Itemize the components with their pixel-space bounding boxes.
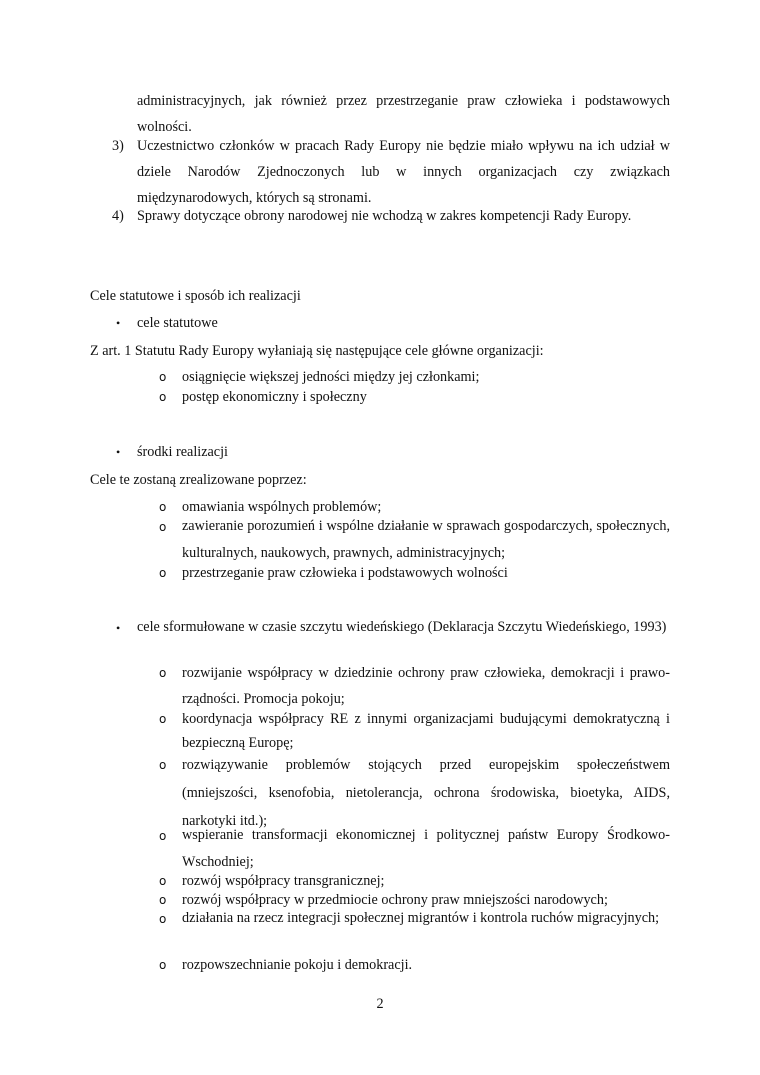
bullet-dot-icon: • <box>116 316 121 330</box>
circle-bullet-icon: o <box>159 566 167 580</box>
sub-list-item: postęp ekonomiczny i społeczny <box>182 389 367 405</box>
bullet-dot-icon: • <box>116 445 121 459</box>
circle-bullet-icon: o <box>159 500 167 514</box>
sub-list-item: rozwiązywanie problemów stojących przed europejskim społeczeństwem (mniejszości, ksenofobia, nietolerancja, ochrona środowiska, bioetyka, AIDS, narkotyki itd.); <box>182 757 670 829</box>
circle-bullet-icon: o <box>159 893 167 907</box>
bullet-label: cele statutowe <box>137 315 218 331</box>
numbered-item-text: Sprawy dotyczące obrony narodowej nie wchodzą w zakres kompetencji Rady Europy. <box>137 208 632 224</box>
sub-list-item: osiągnięcie większej jedności między jej członkami; <box>182 369 480 385</box>
page-number: 2 <box>376 996 384 1012</box>
paragraph-lead: Z art. 1 Statutu Rady Europy wyłaniają się następujące cele główne organizacji: <box>90 343 544 359</box>
sub-list-item: przestrzeganie praw człowieka i podstawowych wolności <box>182 565 508 581</box>
circle-bullet-icon: o <box>159 390 167 404</box>
circle-bullet-icon: o <box>159 370 167 384</box>
circle-bullet-icon: o <box>159 829 167 843</box>
circle-bullet-icon: o <box>159 758 167 772</box>
circle-bullet-icon: o <box>159 520 167 534</box>
bullet-label: cele sformułowane w czasie szczytu wiedeńskiego (Deklaracja Szczytu Wiedeńskiego, 1993) <box>137 619 667 635</box>
sub-list-item: wspieranie transformacji ekonomicznej i politycznej państw Europy Środkowo-Wschodniej; <box>182 827 670 870</box>
sub-list-item: rozwój współpracy w przedmiocie ochrony praw mniejszości narodowych; <box>182 892 608 908</box>
sub-list-item: rozwijanie współpracy w dziedzinie ochrony praw człowieka, demokracji i prawo-rządności. Promocja pokoju; <box>182 665 670 707</box>
circle-bullet-icon: o <box>159 666 167 680</box>
sub-list-item: rozwój współpracy transgranicznej; <box>182 873 385 889</box>
item-continuation-text: administracyjnych, jak również przez przestrzeganie praw człowieka i podstawowych wolności. <box>137 93 670 135</box>
list-number: 4) <box>112 208 124 224</box>
circle-bullet-icon: o <box>159 874 167 888</box>
numbered-item-text: Uczestnictwo członków w pracach Rady Europy nie będzie miało wpływu na ich udział w dziele Narodów Zjednoczonych lub w innych organizacjach czy związkach międzynarodowych, których są stronami. <box>137 138 670 206</box>
circle-bullet-icon: o <box>159 712 167 726</box>
section-heading: Cele statutowe i sposób ich realizacji <box>90 288 301 304</box>
sub-list-item: działania na rzecz integracji społecznej migrantów i kontrola ruchów migracyjnych; <box>182 910 660 926</box>
circle-bullet-icon: o <box>159 912 167 926</box>
bullet-dot-icon: • <box>116 621 121 635</box>
list-number: 3) <box>112 138 124 154</box>
paragraph-lead: Cele te zostaną zrealizowane poprzez: <box>90 472 307 488</box>
sub-list-item: rozpowszechnianie pokoju i demokracji. <box>182 957 413 973</box>
bullet-label: środki realizacji <box>137 444 228 460</box>
sub-list-item: zawieranie porozumień i wspólne działanie w sprawach gospodarczych, społecznych, kulturalnych, naukowych, prawnych, administracyjnych; <box>182 518 670 561</box>
sub-list-item: omawiania wspólnych problemów; <box>182 499 382 515</box>
circle-bullet-icon: o <box>159 958 167 972</box>
sub-list-item: koordynacja współpracy RE z innymi organizacjami budującymi demokratyczną i bezpieczną Europę; <box>182 711 670 751</box>
